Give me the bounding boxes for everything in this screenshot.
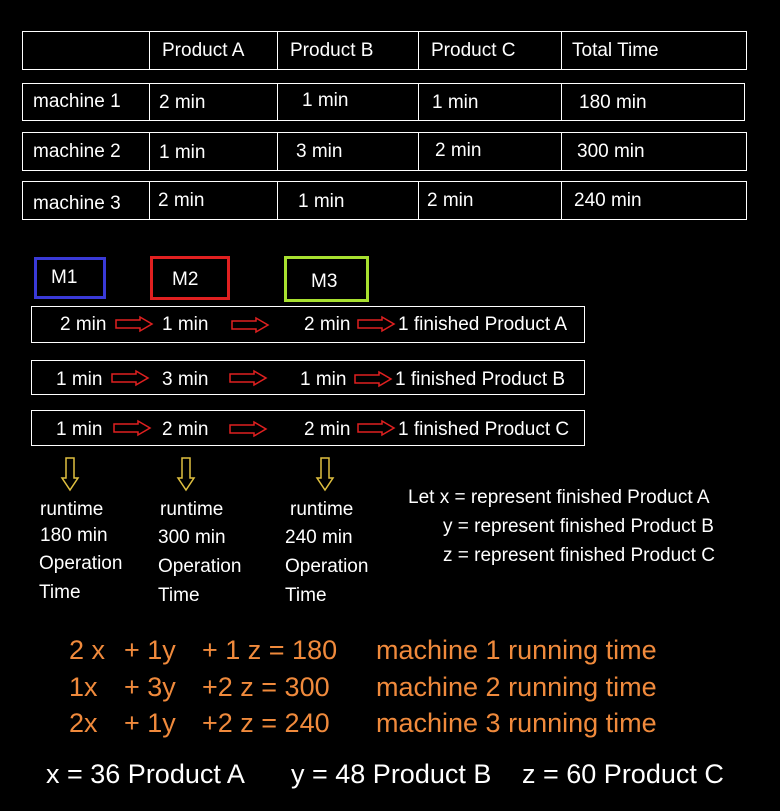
time-label: Time xyxy=(285,585,327,606)
row-product-a: 1 min xyxy=(159,142,206,163)
row-product-c: 2 min xyxy=(427,190,474,211)
flow-m1-time: 1 min xyxy=(56,419,103,440)
runtime-value: 240 min xyxy=(285,527,353,548)
row-product-b: 1 min xyxy=(302,90,349,111)
machine-label-m2 xyxy=(150,256,230,300)
machine-label-m3 xyxy=(284,256,369,302)
equation-label: machine 3 running time xyxy=(376,708,657,738)
variable-x-definition: Let x = represent finished Product A xyxy=(408,487,710,508)
row-product-b: 3 min xyxy=(296,141,343,162)
row-machine-label: machine 1 xyxy=(33,91,121,112)
time-label: Time xyxy=(158,585,200,606)
row-machine-label: machine 2 xyxy=(33,141,121,162)
equation-term-z: + 1 z = 180 xyxy=(202,635,338,665)
operation-label: Operation xyxy=(285,556,369,577)
solution-z: z = 60 Product C xyxy=(522,759,724,789)
row-product-a: 2 min xyxy=(158,190,205,211)
flow-result: 1 finished Product B xyxy=(395,369,566,390)
flow-m3-time: 2 min xyxy=(304,419,351,440)
flow-result: 1 finished Product C xyxy=(398,419,570,440)
solution-x: x = 36 Product A xyxy=(46,759,245,789)
equation-term-y: + 1y xyxy=(124,635,176,665)
time-label: Time xyxy=(39,582,81,603)
header-total-time: Total Time xyxy=(572,40,659,61)
flow-m2-time: 2 min xyxy=(162,419,209,440)
variable-z-definition: z = represent finished Product C xyxy=(443,545,715,566)
equation-label: machine 1 running time xyxy=(376,635,657,665)
down-arrow-icon xyxy=(317,458,333,490)
equation-term-x: 2 x xyxy=(69,635,106,665)
equation-term-y: + 3y xyxy=(124,672,176,702)
machine-label-text: M3 xyxy=(311,271,338,292)
header-product-c: Product C xyxy=(431,40,516,61)
flow-result: 1 finished Product A xyxy=(398,314,567,335)
equation-term-y: + 1y xyxy=(124,708,176,738)
header-product-b: Product B xyxy=(290,40,374,61)
row-total: 180 min xyxy=(579,92,647,113)
equation-label: machine 2 running time xyxy=(376,672,657,702)
equation-term-z: +2 z = 300 xyxy=(202,672,330,702)
runtime-value: 180 min xyxy=(40,525,108,546)
machine-label-text: M2 xyxy=(172,269,199,290)
row-total: 300 min xyxy=(577,141,645,162)
equation-term-x: 2x xyxy=(69,708,98,738)
flow-m1-time: 1 min xyxy=(56,369,103,390)
flow-m1-time: 2 min xyxy=(60,314,107,335)
row-total: 240 min xyxy=(574,190,642,211)
row-product-c: 1 min xyxy=(432,92,479,113)
flow-m3-time: 1 min xyxy=(300,369,347,390)
header-product-a: Product A xyxy=(162,40,245,61)
flow-m2-time: 3 min xyxy=(162,369,209,390)
flow-m3-time: 2 min xyxy=(304,314,351,335)
runtime-value: 300 min xyxy=(158,527,226,548)
down-arrow-icon xyxy=(62,458,78,490)
runtime-label: runtime xyxy=(40,499,104,520)
row-product-b: 1 min xyxy=(298,191,345,212)
equation-term-x: 1x xyxy=(69,672,98,702)
operation-label: Operation xyxy=(39,553,123,574)
machine-label-text: M1 xyxy=(51,267,78,288)
row-product-c: 2 min xyxy=(435,140,482,161)
row-machine-label: machine 3 xyxy=(33,193,121,214)
equation-term-z: +2 z = 240 xyxy=(202,708,330,738)
runtime-label: runtime xyxy=(160,499,224,520)
machine-label-m1 xyxy=(34,257,106,299)
down-arrow-icon xyxy=(178,458,194,490)
solution-y: y = 48 Product B xyxy=(291,759,492,789)
row-product-a: 2 min xyxy=(159,92,206,113)
runtime-label: runtime xyxy=(290,499,354,520)
variable-y-definition: y = represent finished Product B xyxy=(443,516,714,537)
operation-label: Operation xyxy=(158,556,242,577)
flow-m2-time: 1 min xyxy=(162,314,209,335)
